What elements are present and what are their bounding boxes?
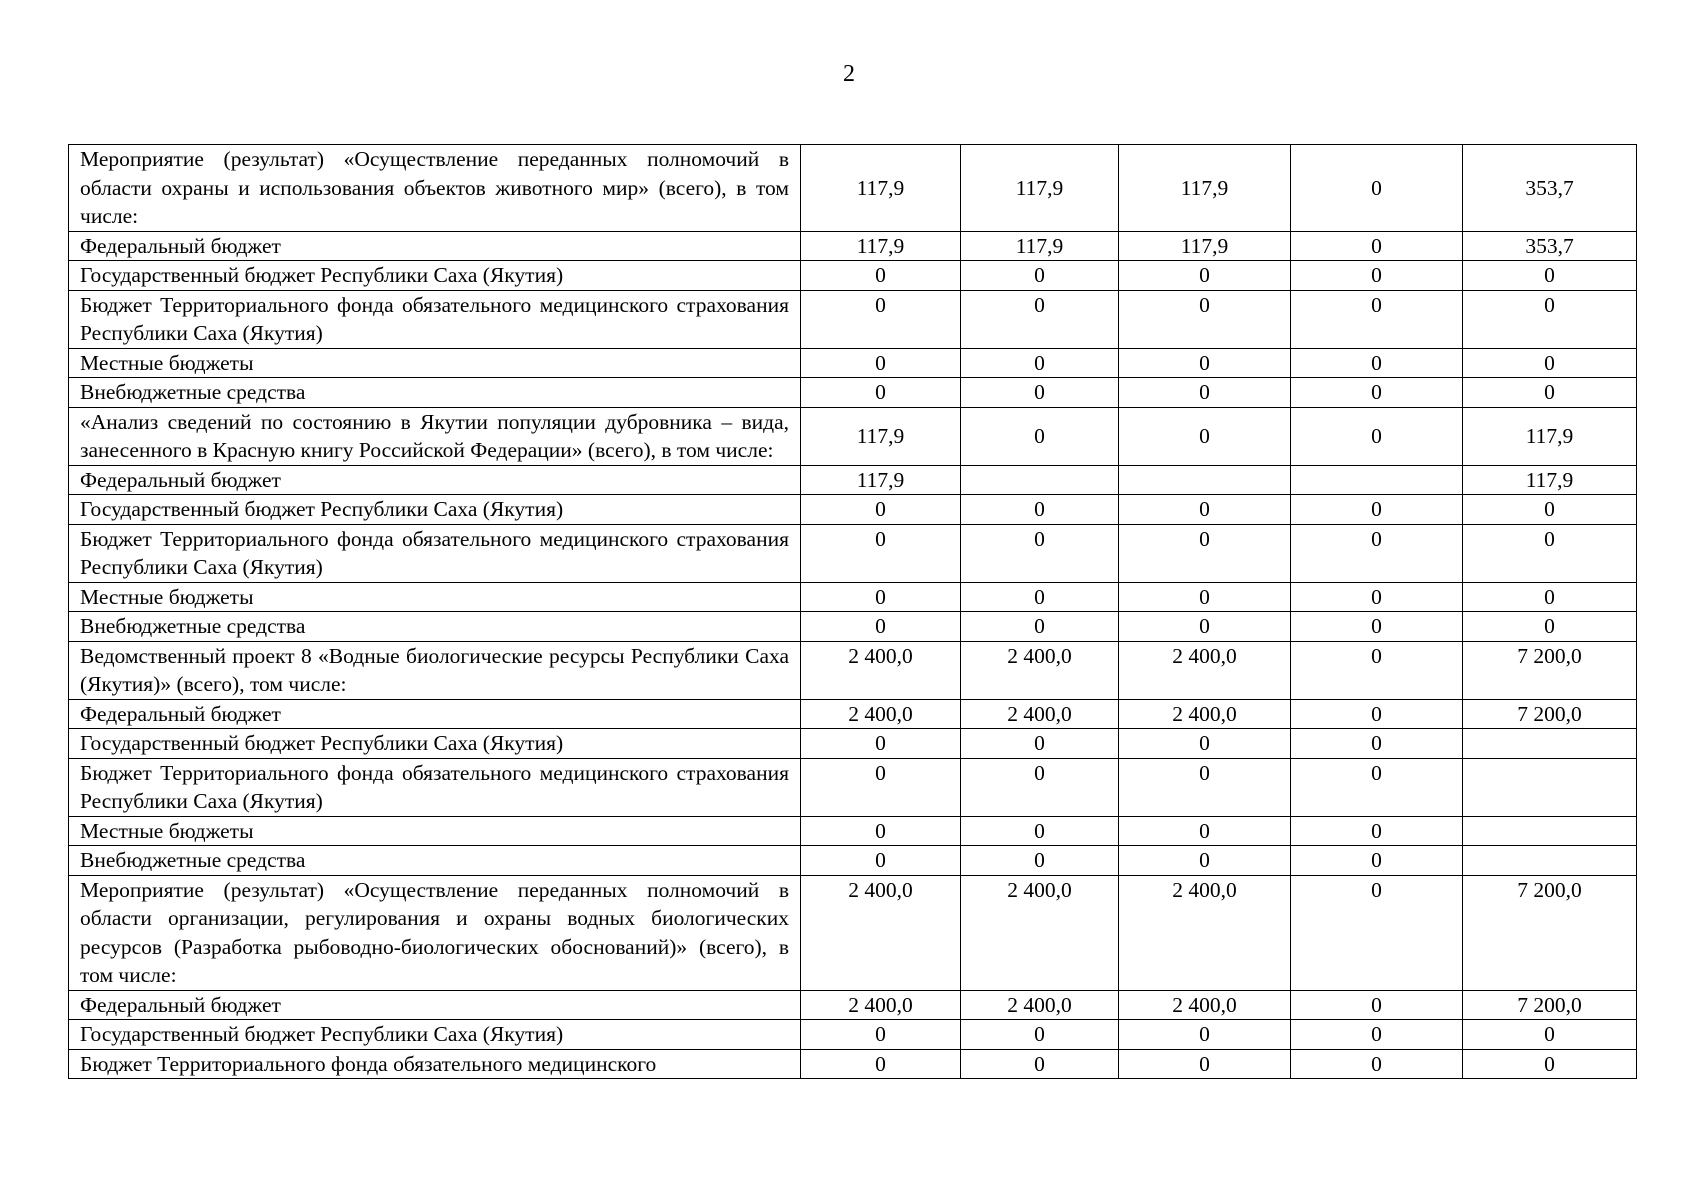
value-cell: 117,9	[1119, 231, 1291, 261]
value-cell: 0	[801, 495, 961, 525]
value-cell: 0	[1463, 290, 1637, 348]
value-cell: 0	[1291, 145, 1463, 232]
value-cell: 0	[801, 1049, 961, 1079]
table-row	[69, 1020, 1637, 1050]
value-cell: 0	[1463, 524, 1637, 582]
table-row	[69, 290, 1637, 348]
value-cell: 0	[1463, 378, 1637, 408]
value-cell: 0	[1119, 612, 1291, 642]
table-row	[69, 524, 1637, 582]
value-cell: 0	[801, 261, 961, 291]
value-cell: 0	[1291, 758, 1463, 816]
value-cell	[1119, 465, 1291, 495]
table-row	[69, 495, 1637, 525]
table-row	[69, 612, 1637, 642]
table-row	[69, 758, 1637, 816]
budget-table	[68, 144, 1637, 1079]
value-cell: 0	[1291, 846, 1463, 876]
value-cell: 0	[1119, 1020, 1291, 1050]
table-row	[69, 378, 1637, 408]
value-cell: 0	[1291, 378, 1463, 408]
value-cell: 0	[1119, 348, 1291, 378]
value-cell: 0	[1119, 758, 1291, 816]
value-cell: 353,7	[1463, 145, 1637, 232]
value-cell: 0	[801, 582, 961, 612]
value-cell: 117,9	[801, 231, 961, 261]
value-cell: 0	[1119, 378, 1291, 408]
value-cell: 0	[1119, 729, 1291, 759]
value-cell: 0	[801, 612, 961, 642]
value-cell: 0	[1291, 699, 1463, 729]
value-cell: 0	[801, 729, 961, 759]
value-cell: 0	[961, 348, 1119, 378]
table-row	[69, 231, 1637, 261]
value-cell: 0	[1463, 1049, 1637, 1079]
value-cell: 353,7	[1463, 231, 1637, 261]
value-cell: 0	[1291, 875, 1463, 990]
value-cell	[1463, 729, 1637, 759]
row-label-cell: Ведомственный проект 8 «Водные биологические ресурсы Республики Саха (Якутия)» (всего), том числе:	[69, 641, 801, 699]
table-row	[69, 1049, 1637, 1079]
value-cell: 0	[1291, 582, 1463, 612]
value-cell: 117,9	[961, 231, 1119, 261]
value-cell: 0	[961, 846, 1119, 876]
row-label-cell: Бюджет Территориального фонда обязательного медицинского страхования Республики Саха (Якутия)	[69, 290, 801, 348]
page-number: 2	[843, 61, 855, 87]
value-cell: 0	[1119, 495, 1291, 525]
value-cell: 0	[961, 407, 1119, 465]
value-cell: 2 400,0	[801, 875, 961, 990]
value-cell: 0	[1119, 1049, 1291, 1079]
value-cell: 117,9	[801, 145, 961, 232]
value-cell: 2 400,0	[801, 699, 961, 729]
value-cell: 0	[961, 1020, 1119, 1050]
value-cell: 2 400,0	[1119, 990, 1291, 1020]
value-cell: 2 400,0	[961, 875, 1119, 990]
value-cell: 2 400,0	[1119, 875, 1291, 990]
row-label-cell: Мероприятие (результат) «Осуществление переданных полномочий в области охраны и использования объектов животного мир» (всего), в том числе:	[69, 145, 801, 232]
value-cell: 0	[1463, 612, 1637, 642]
row-label-cell: Мероприятие (результат) «Осуществление переданных полномочий в области организации, регулирования и охраны водных биологических ресурсов (Разработка рыбоводно-биологических обоснований)» (всего), в том числе:	[69, 875, 801, 990]
value-cell: 0	[961, 758, 1119, 816]
value-cell: 7 200,0	[1463, 641, 1637, 699]
row-label-cell: Бюджет Территориального фонда обязательного медицинского страхования Республики Саха (Якутия)	[69, 524, 801, 582]
value-cell: 0	[961, 290, 1119, 348]
table-row	[69, 407, 1637, 465]
value-cell: 0	[1291, 231, 1463, 261]
value-cell: 2 400,0	[961, 699, 1119, 729]
value-cell: 0	[1291, 261, 1463, 291]
table-row	[69, 465, 1637, 495]
row-label-cell: Государственный бюджет Республики Саха (Якутия)	[69, 729, 801, 759]
value-cell: 0	[801, 758, 961, 816]
value-cell: 0	[1291, 816, 1463, 846]
value-cell: 0	[801, 290, 961, 348]
row-label-cell: Бюджет Территориального фонда обязательного медицинского страхования Республики Саха (Якутия)	[69, 758, 801, 816]
table-row	[69, 582, 1637, 612]
value-cell: 117,9	[1119, 145, 1291, 232]
value-cell: 0	[961, 524, 1119, 582]
value-cell: 7 200,0	[1463, 699, 1637, 729]
value-cell: 2 400,0	[1119, 641, 1291, 699]
row-label-cell: Федеральный бюджет	[69, 699, 801, 729]
table-row	[69, 846, 1637, 876]
value-cell: 0	[1119, 524, 1291, 582]
table-row	[69, 990, 1637, 1020]
value-cell: 0	[961, 816, 1119, 846]
row-label-cell: Местные бюджеты	[69, 348, 801, 378]
value-cell: 0	[1463, 1020, 1637, 1050]
value-cell: 117,9	[961, 145, 1119, 232]
row-label-cell: Федеральный бюджет	[69, 990, 801, 1020]
value-cell: 0	[1463, 261, 1637, 291]
row-label-cell: Федеральный бюджет	[69, 231, 801, 261]
value-cell: 0	[801, 1020, 961, 1050]
value-cell: 0	[1291, 348, 1463, 378]
value-cell: 0	[1119, 261, 1291, 291]
value-cell: 0	[1291, 495, 1463, 525]
value-cell: 117,9	[801, 407, 961, 465]
value-cell: 0	[801, 816, 961, 846]
row-label-cell: Государственный бюджет Республики Саха (Якутия)	[69, 1020, 801, 1050]
value-cell: 7 200,0	[1463, 875, 1637, 990]
row-label-cell: Внебюджетные средства	[69, 846, 801, 876]
table-row	[69, 729, 1637, 759]
value-cell: 2 400,0	[961, 990, 1119, 1020]
table-row	[69, 875, 1637, 990]
value-cell: 0	[1463, 582, 1637, 612]
value-cell: 0	[801, 846, 961, 876]
value-cell	[1291, 465, 1463, 495]
value-cell: 0	[801, 348, 961, 378]
value-cell: 0	[1119, 846, 1291, 876]
value-cell	[1463, 758, 1637, 816]
table-row	[69, 641, 1637, 699]
value-cell: 0	[1119, 816, 1291, 846]
value-cell: 117,9	[1463, 407, 1637, 465]
value-cell: 0	[801, 524, 961, 582]
value-cell: 0	[1119, 407, 1291, 465]
value-cell: 2 400,0	[801, 990, 961, 1020]
value-cell: 0	[1463, 348, 1637, 378]
value-cell: 0	[1291, 612, 1463, 642]
value-cell: 0	[1291, 290, 1463, 348]
value-cell: 0	[1463, 495, 1637, 525]
value-cell: 2 400,0	[961, 641, 1119, 699]
table-row	[69, 699, 1637, 729]
value-cell: 0	[961, 378, 1119, 408]
row-label-cell: Федеральный бюджет	[69, 465, 801, 495]
value-cell: 117,9	[801, 465, 961, 495]
budget-table-body	[69, 145, 1637, 1079]
row-label-cell: Государственный бюджет Республики Саха (Якутия)	[69, 261, 801, 291]
table-row	[69, 145, 1637, 232]
value-cell: 0	[1119, 290, 1291, 348]
value-cell: 0	[1291, 407, 1463, 465]
value-cell: 2 400,0	[1119, 699, 1291, 729]
value-cell: 0	[1119, 582, 1291, 612]
value-cell: 0	[961, 582, 1119, 612]
table-row	[69, 816, 1637, 846]
value-cell: 0	[961, 729, 1119, 759]
value-cell: 0	[1291, 524, 1463, 582]
value-cell: 0	[801, 378, 961, 408]
value-cell	[961, 465, 1119, 495]
row-label-cell: Внебюджетные средства	[69, 378, 801, 408]
table-row	[69, 261, 1637, 291]
value-cell: 0	[961, 612, 1119, 642]
value-cell: 0	[1291, 1049, 1463, 1079]
value-cell: 0	[1291, 641, 1463, 699]
value-cell: 0	[961, 1049, 1119, 1079]
value-cell: 2 400,0	[801, 641, 961, 699]
row-label-cell: Местные бюджеты	[69, 816, 801, 846]
value-cell: 0	[1291, 729, 1463, 759]
row-label-cell: Государственный бюджет Республики Саха (Якутия)	[69, 495, 801, 525]
table-row	[69, 348, 1637, 378]
row-label-cell: Местные бюджеты	[69, 582, 801, 612]
value-cell: 0	[1291, 1020, 1463, 1050]
row-label-cell: «Анализ сведений по состоянию в Якутии популяции дубровника – вида, занесенного в Красную книгу Российской Федерации» (всего), в том числе:	[69, 407, 801, 465]
value-cell: 0	[961, 261, 1119, 291]
row-label-cell: Бюджет Территориального фонда обязательного медицинского	[69, 1049, 801, 1079]
value-cell: 0	[1291, 990, 1463, 1020]
value-cell	[1463, 816, 1637, 846]
value-cell: 7 200,0	[1463, 990, 1637, 1020]
value-cell: 0	[961, 495, 1119, 525]
value-cell	[1463, 846, 1637, 876]
row-label-cell: Внебюджетные средства	[69, 612, 801, 642]
value-cell: 117,9	[1463, 465, 1637, 495]
